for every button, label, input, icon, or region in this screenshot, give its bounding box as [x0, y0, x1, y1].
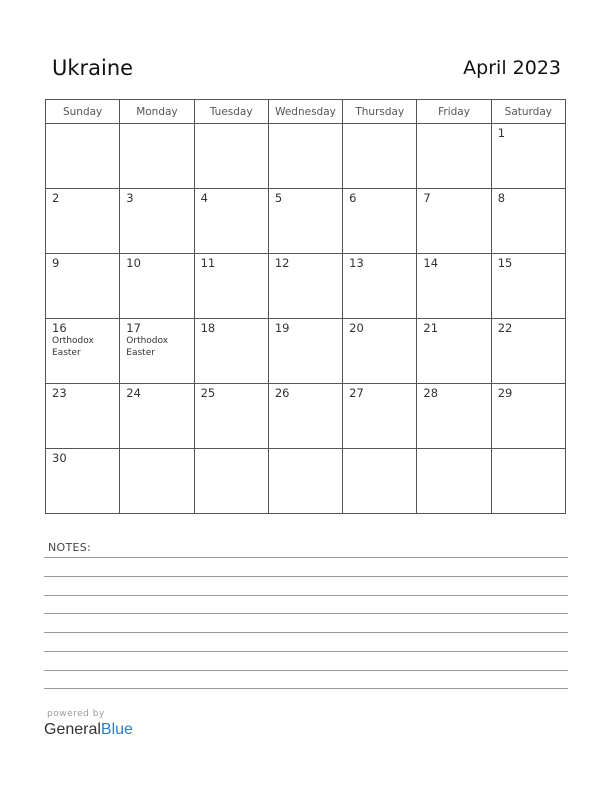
holiday-label: Easter	[52, 348, 81, 358]
week-row	[46, 254, 566, 319]
note-line	[44, 557, 568, 558]
day-cell[interactable]	[120, 449, 194, 514]
day-number	[46, 124, 119, 127]
day-number	[269, 124, 342, 127]
day-number: 22	[497, 321, 513, 335]
day-cell[interactable]	[417, 384, 491, 449]
day-cell[interactable]	[268, 384, 342, 449]
day-number: 16	[52, 321, 67, 335]
note-line	[44, 670, 568, 671]
day-cell[interactable]	[343, 254, 417, 319]
day-number: 27	[349, 386, 364, 400]
day-cell[interactable]	[194, 319, 268, 384]
brand-name-blue: Blue	[100, 721, 133, 738]
weekday-sunday: Sunday	[46, 100, 120, 124]
brand-name-general: General	[44, 721, 101, 738]
day-cell[interactable]	[268, 189, 342, 254]
day-number	[195, 449, 268, 452]
day-number: 11	[200, 256, 216, 270]
day-cell[interactable]	[268, 124, 342, 189]
day-cell[interactable]	[343, 189, 417, 254]
day-cell[interactable]	[417, 189, 491, 254]
day-number: 7	[423, 191, 431, 205]
day-number: 26	[274, 386, 290, 400]
weekday-friday: Friday	[417, 100, 491, 124]
day-cell[interactable]	[343, 319, 417, 384]
day-cell[interactable]	[491, 384, 565, 449]
day-cell[interactable]	[343, 384, 417, 449]
day-cell[interactable]	[343, 124, 417, 189]
day-cell[interactable]	[46, 449, 120, 514]
month-year-title: April 2023	[463, 57, 561, 79]
week-row	[46, 189, 566, 254]
weekday-saturday: Saturday	[491, 100, 565, 124]
day-number: 4	[200, 191, 208, 205]
day-cell[interactable]	[46, 124, 120, 189]
day-number: 19	[274, 321, 290, 335]
weekday-wednesday: Wednesday	[268, 100, 342, 124]
weekday-header-row	[46, 100, 566, 124]
notes-label: NOTES:	[48, 541, 92, 554]
day-number	[195, 124, 268, 127]
day-cell[interactable]	[194, 384, 268, 449]
day-number	[492, 449, 565, 452]
day-cell[interactable]	[491, 319, 565, 384]
holiday-label: Orthodox	[126, 336, 169, 346]
day-number: 2	[52, 191, 60, 205]
week-row	[46, 319, 566, 384]
note-line	[44, 613, 568, 614]
day-cell[interactable]	[194, 254, 268, 319]
day-cell[interactable]	[120, 319, 194, 384]
day-cell[interactable]	[268, 449, 342, 514]
day-number: 14	[423, 256, 439, 270]
day-number: 3	[126, 191, 134, 205]
day-cell[interactable]	[120, 254, 194, 319]
day-number: 20	[349, 321, 364, 335]
day-cell[interactable]	[417, 319, 491, 384]
calendar-weeks	[46, 124, 566, 514]
day-cell[interactable]	[491, 254, 565, 319]
day-cell[interactable]	[46, 319, 120, 384]
day-cell[interactable]	[46, 189, 120, 254]
week-row	[46, 449, 566, 514]
note-line	[44, 632, 568, 633]
day-cell[interactable]	[194, 124, 268, 189]
holiday-label: Easter	[126, 348, 155, 358]
day-number: 1	[497, 126, 506, 140]
day-number: 15	[497, 256, 513, 270]
day-cell[interactable]	[46, 254, 120, 319]
day-cell[interactable]	[120, 189, 194, 254]
day-number: 28	[423, 386, 439, 400]
day-number: 5	[274, 191, 283, 205]
day-number: 13	[349, 256, 364, 270]
day-number: 9	[52, 256, 60, 270]
country-title: Ukraine	[52, 56, 134, 80]
day-cell[interactable]	[417, 449, 491, 514]
day-number: 25	[200, 386, 216, 400]
day-number	[417, 449, 490, 452]
day-number: 29	[497, 386, 513, 400]
note-line	[44, 595, 568, 596]
calendar-grid	[45, 99, 566, 514]
day-number	[269, 449, 342, 452]
day-number: 12	[274, 256, 290, 270]
note-line	[44, 688, 568, 689]
brand-logo[interactable]	[44, 721, 133, 739]
day-number: 10	[126, 256, 141, 270]
day-cell[interactable]	[120, 384, 194, 449]
week-row	[46, 124, 566, 189]
day-number: 17	[126, 321, 141, 335]
day-cell[interactable]	[343, 449, 417, 514]
day-number	[120, 449, 193, 452]
week-row	[46, 384, 566, 449]
day-number	[120, 124, 193, 127]
day-number: 24	[126, 386, 141, 400]
day-number: 18	[200, 321, 216, 335]
day-cell[interactable]	[491, 449, 565, 514]
weekday-thursday: Thursday	[343, 100, 417, 124]
note-line	[44, 576, 568, 577]
day-cell[interactable]	[268, 254, 342, 319]
day-cell[interactable]	[46, 384, 120, 449]
day-cell[interactable]	[194, 449, 268, 514]
holiday-label: Orthodox	[52, 336, 94, 346]
day-number: 21	[423, 321, 439, 335]
day-number	[343, 449, 416, 452]
note-line	[44, 651, 568, 652]
day-cell[interactable]	[491, 124, 565, 189]
day-cell[interactable]	[120, 124, 194, 189]
day-cell[interactable]	[417, 254, 491, 319]
day-number: 8	[497, 191, 506, 205]
day-number: 30	[52, 451, 67, 465]
day-cell[interactable]	[268, 319, 342, 384]
day-cell[interactable]	[417, 124, 491, 189]
day-number: 6	[349, 191, 357, 205]
day-cell[interactable]	[194, 189, 268, 254]
weekday-tuesday: Tuesday	[194, 100, 268, 124]
day-number: 23	[52, 386, 67, 400]
powered-by-text: powered by	[47, 709, 105, 719]
day-number	[343, 124, 416, 127]
day-number	[417, 124, 490, 127]
weekday-monday: Monday	[120, 100, 194, 124]
day-cell[interactable]	[491, 189, 565, 254]
